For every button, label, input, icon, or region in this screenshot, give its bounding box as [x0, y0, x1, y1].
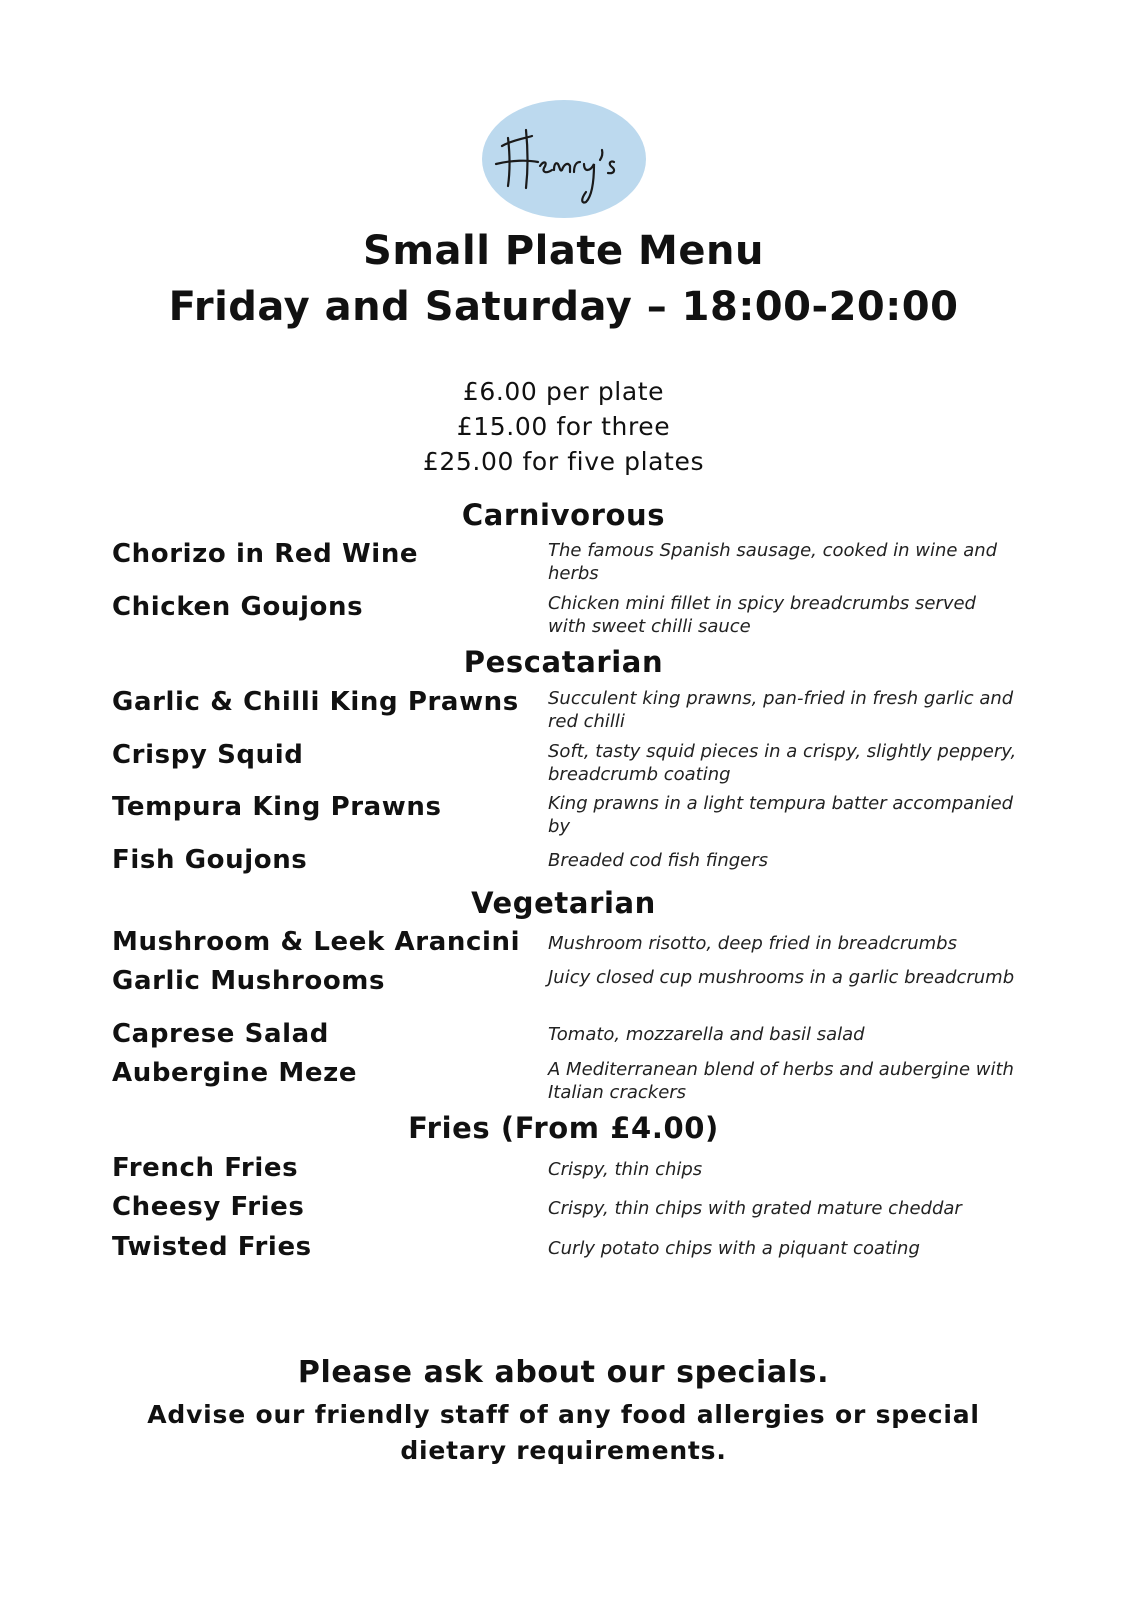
- menu-title: Small Plate Menu: [363, 228, 764, 274]
- menu-item-description: Succulent king prawns, pan-fried in fresh garlic and red chilli: [548, 688, 1014, 732]
- menu-item-description: Crispy, thin chips: [548, 1159, 703, 1180]
- specials-note: Please ask about our specials.: [297, 1355, 830, 1390]
- menu-item-description: King prawns in a light tempura batter accompanied by: [548, 793, 1014, 837]
- menu-item-description: Crispy, thin chips with grated mature cheddar: [548, 1198, 962, 1219]
- menu-item-name: Caprese Salad: [112, 1019, 329, 1049]
- menu-item-name: Garlic & Chilli King Prawns: [112, 687, 519, 717]
- logo-script: [482, 100, 646, 218]
- menu-item-name: Twisted Fries: [112, 1232, 312, 1262]
- menu-item-description: Breaded cod fish fingers: [548, 850, 769, 871]
- menu-item-name: Cheesy Fries: [112, 1192, 305, 1222]
- menu-schedule: Friday and Saturday – 18:00-20:00: [168, 284, 959, 330]
- menu-item-description: A Mediterranean blend of herbs and aubergine with Italian crackers: [548, 1059, 1014, 1103]
- price-line: £15.00 for three: [456, 412, 671, 441]
- menu-item-name: Chicken Goujons: [112, 592, 364, 622]
- menu-item-name: Aubergine Meze: [112, 1058, 358, 1088]
- menu-item-description: Curly potato chips with a piquant coating: [548, 1238, 920, 1259]
- menu-item-name: French Fries: [112, 1153, 299, 1183]
- menu-item-description: Mushroom risotto, deep fried in breadcrumbs: [548, 933, 957, 954]
- menu-item-description: The famous Spanish sausage, cooked in wine and herbs: [548, 540, 998, 584]
- section-heading-carnivorous: Carnivorous: [461, 498, 666, 532]
- section-heading-vegetarian: Vegetarian: [471, 886, 656, 920]
- menu-item-name: Tempura King Prawns: [112, 792, 442, 822]
- section-heading-fries: Fries (From £4.00): [408, 1111, 719, 1145]
- logo: [482, 100, 646, 218]
- menu-item-name: Mushroom & Leek Arancini: [112, 927, 521, 957]
- menu-item-name: Fish Goujons: [112, 845, 308, 875]
- menu-item-description: Juicy closed cup mushrooms in a garlic breadcrumb: [548, 967, 1015, 988]
- section-heading-pescatarian: Pescatarian: [463, 645, 664, 679]
- menu-item-description: Chicken mini fillet in spicy breadcrumbs served with sweet chilli sauce: [548, 593, 976, 637]
- price-line: £25.00 for five plates: [422, 447, 705, 476]
- menu-item-name: Garlic Mushrooms: [112, 966, 386, 996]
- menu-item-description: Soft, tasty squid pieces in a crispy, slightly peppery, breadcrumb coating: [548, 741, 1017, 785]
- allergy-note: Advise our friendly staff of any food allergies or special dietary requirements.: [147, 1400, 980, 1465]
- menu-item-description: Tomato, mozzarella and basil salad: [548, 1024, 865, 1045]
- price-line: £6.00 per plate: [462, 377, 665, 406]
- pricing-block: [0, 374, 1127, 479]
- menu-item-name: Crispy Squid: [112, 740, 304, 770]
- menu-item-name: Chorizo in Red Wine: [112, 539, 419, 569]
